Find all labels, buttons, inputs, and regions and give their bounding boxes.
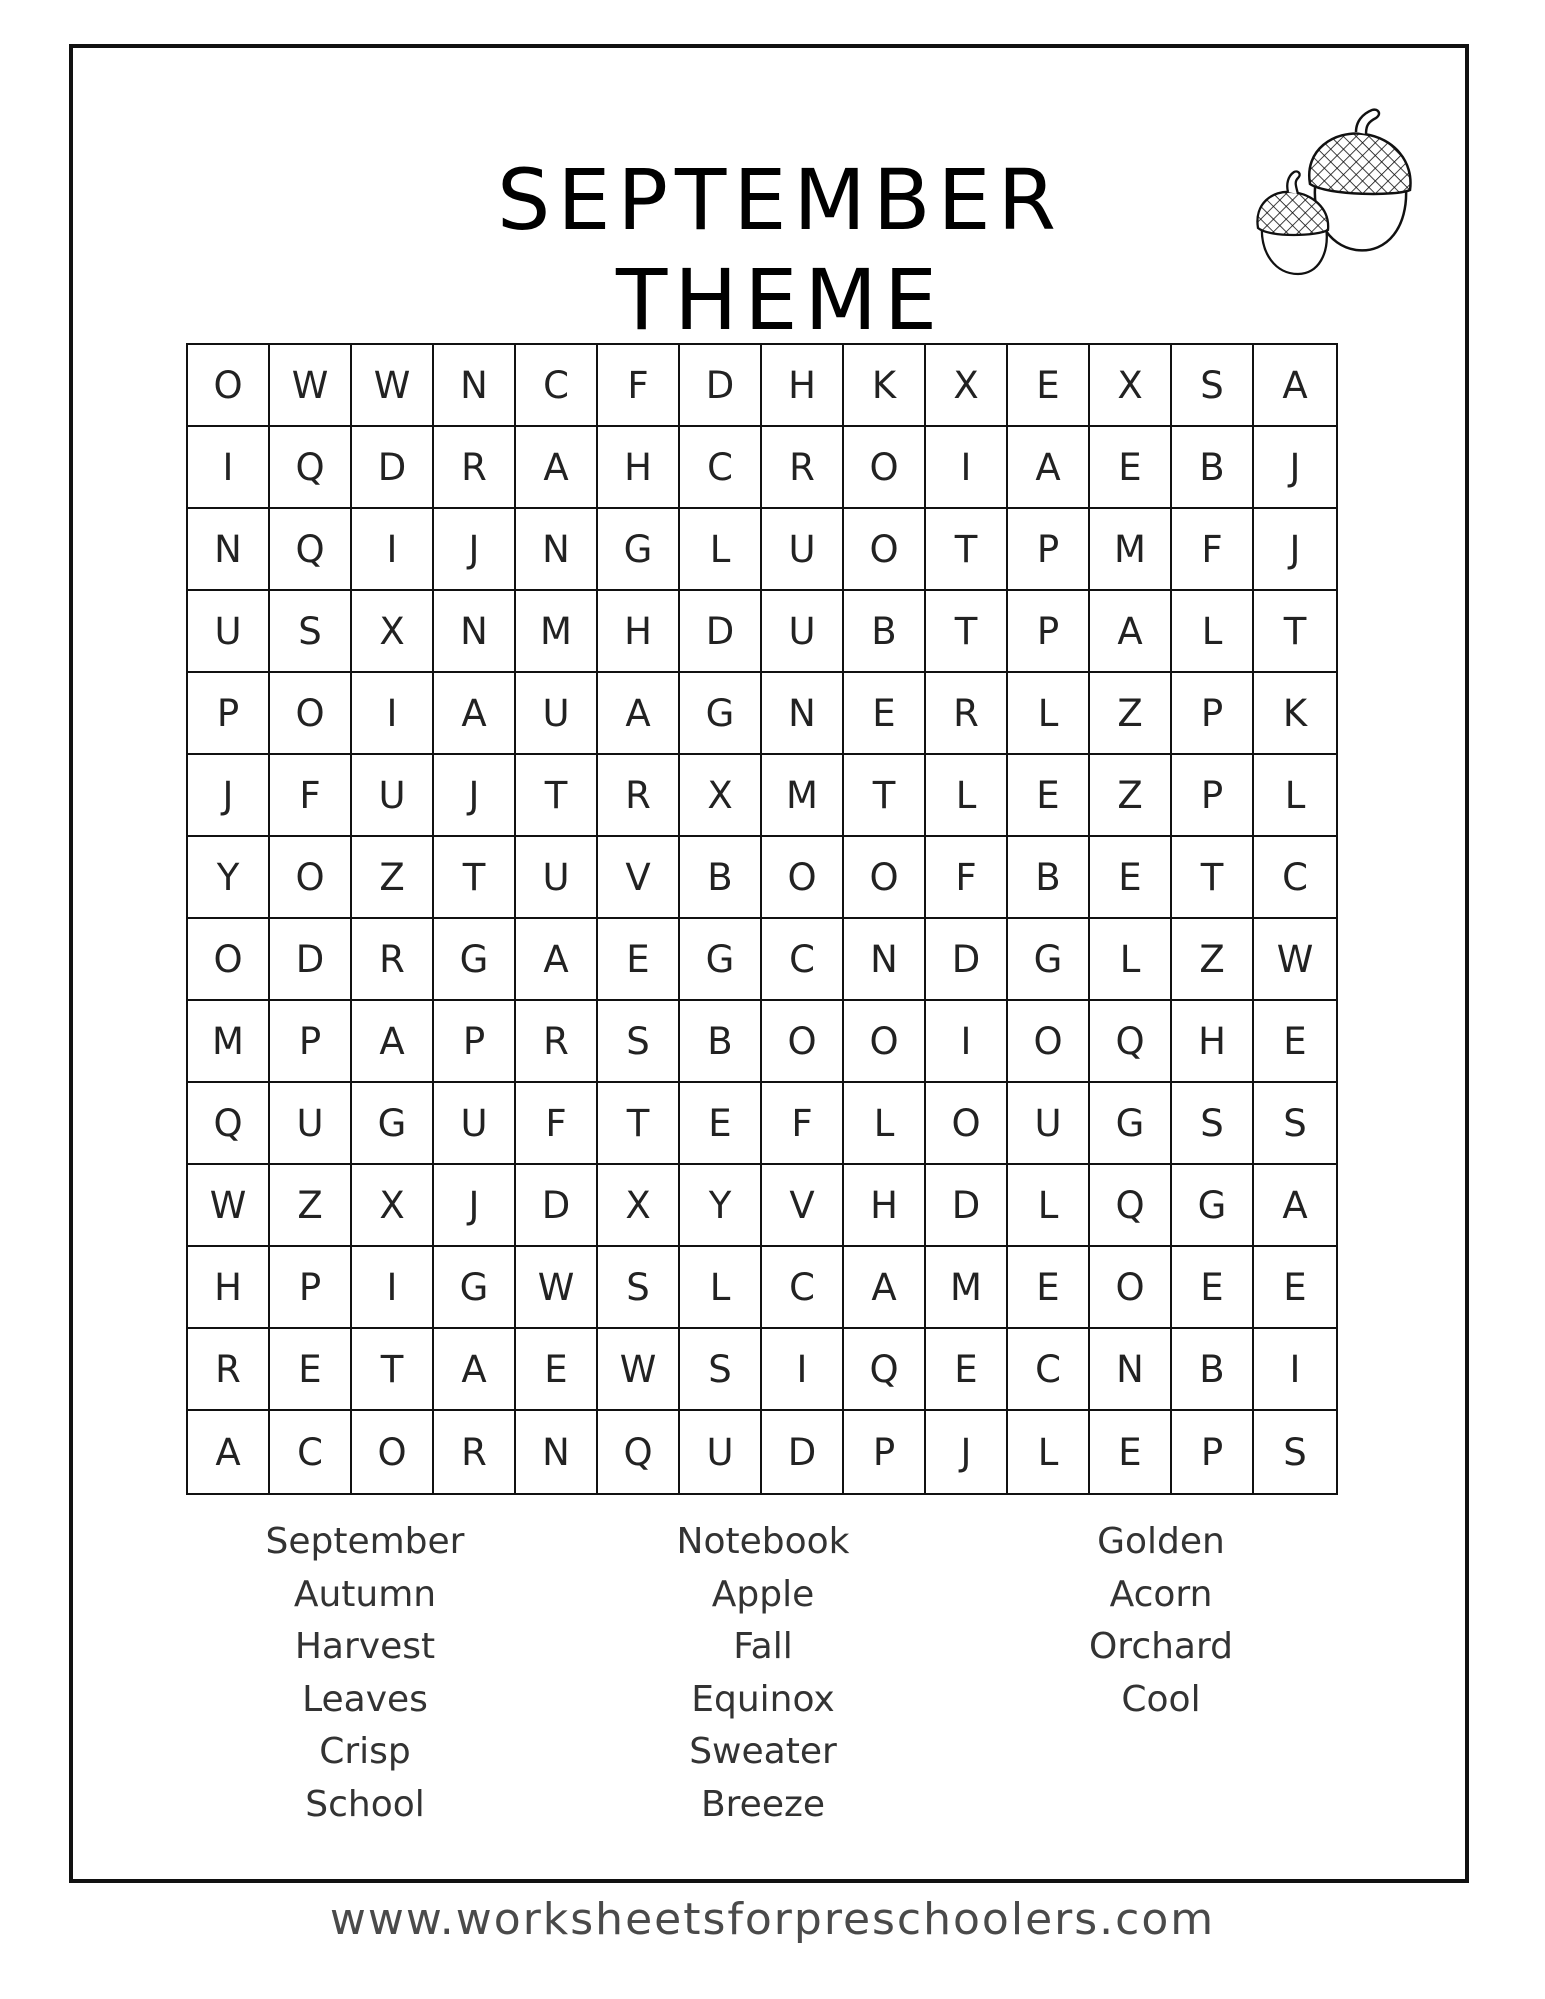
- grid-cell: B: [680, 837, 762, 919]
- grid-cell: P: [844, 1411, 926, 1493]
- grid-cell: G: [680, 673, 762, 755]
- grid-cell: P: [434, 1001, 516, 1083]
- grid-cell: D: [270, 919, 352, 1001]
- word-list-item: School: [305, 1783, 425, 1825]
- grid-cell: W: [1254, 919, 1336, 1001]
- grid-cell: W: [352, 345, 434, 427]
- grid-cell: S: [598, 1001, 680, 1083]
- grid-cell: J: [188, 755, 270, 837]
- grid-cell: N: [844, 919, 926, 1001]
- grid-cell: D: [352, 427, 434, 509]
- grid-cell: E: [1172, 1247, 1254, 1329]
- grid-cell: H: [598, 427, 680, 509]
- word-list-item: September: [265, 1521, 465, 1562]
- grid-cell: A: [1008, 427, 1090, 509]
- grid-cell: U: [680, 1411, 762, 1493]
- grid-cell: X: [1090, 345, 1172, 427]
- grid-cell: D: [680, 591, 762, 673]
- grid-cell: T: [926, 509, 1008, 591]
- grid-cell: N: [434, 345, 516, 427]
- grid-cell: N: [434, 591, 516, 673]
- grid-cell: G: [434, 1247, 516, 1329]
- grid-cell: J: [926, 1411, 1008, 1493]
- grid-cell: G: [1008, 919, 1090, 1001]
- grid-cell: T: [434, 837, 516, 919]
- grid-cell: D: [680, 345, 762, 427]
- grid-cell: A: [844, 1247, 926, 1329]
- grid-cell: P: [1172, 755, 1254, 837]
- word-list-item: Cool: [1121, 1678, 1201, 1720]
- grid-cell: P: [1172, 1411, 1254, 1493]
- grid-cell: K: [844, 345, 926, 427]
- grid-cell: R: [516, 1001, 598, 1083]
- grid-cell: M: [188, 1001, 270, 1083]
- grid-cell: O: [270, 673, 352, 755]
- grid-cell: J: [434, 1165, 516, 1247]
- grid-cell: O: [762, 1001, 844, 1083]
- grid-cell: E: [926, 1329, 1008, 1411]
- grid-cell: C: [680, 427, 762, 509]
- grid-cell: J: [434, 755, 516, 837]
- grid-cell: V: [762, 1165, 844, 1247]
- grid-cell: W: [598, 1329, 680, 1411]
- grid-cell: E: [1090, 837, 1172, 919]
- grid-cell: A: [516, 919, 598, 1001]
- grid-cell: B: [1172, 427, 1254, 509]
- grid-cell: U: [762, 509, 844, 591]
- grid-cell: C: [762, 919, 844, 1001]
- word-list-item: Breeze: [700, 1783, 826, 1825]
- page-title: SEPTEMBER THEME: [497, 151, 1063, 349]
- grid-cell: A: [598, 673, 680, 755]
- grid-cell: P: [1172, 673, 1254, 755]
- grid-cell: T: [844, 755, 926, 837]
- grid-cell: A: [434, 1329, 516, 1411]
- grid-cell: Q: [188, 1083, 270, 1165]
- grid-cell: C: [762, 1247, 844, 1329]
- grid-cell: D: [762, 1411, 844, 1493]
- grid-cell: X: [352, 591, 434, 673]
- footer-website-url: www.worksheetsforpreschoolers.com: [329, 1894, 1216, 1945]
- grid-cell: O: [352, 1411, 434, 1493]
- grid-cell: H: [844, 1165, 926, 1247]
- grid-cell: L: [1090, 919, 1172, 1001]
- grid-cell: G: [598, 509, 680, 591]
- grid-cell: U: [516, 673, 598, 755]
- grid-cell: N: [1090, 1329, 1172, 1411]
- grid-cell: W: [188, 1165, 270, 1247]
- grid-cell: O: [188, 919, 270, 1001]
- word-list-item: Sweater: [689, 1731, 837, 1772]
- word-list-column-3: [996, 1516, 1326, 1726]
- grid-cell: E: [1008, 1247, 1090, 1329]
- word-list-item: Equinox: [691, 1678, 835, 1720]
- grid-cell: E: [1008, 755, 1090, 837]
- grid-cell: E: [1090, 427, 1172, 509]
- grid-cell: T: [516, 755, 598, 837]
- grid-cell: O: [1008, 1001, 1090, 1083]
- grid-cell: L: [1008, 1165, 1090, 1247]
- grid-cell: R: [434, 1411, 516, 1493]
- grid-cell: W: [516, 1247, 598, 1329]
- grid-cell: T: [1172, 837, 1254, 919]
- grid-cell: E: [1008, 345, 1090, 427]
- grid-cell: T: [1254, 591, 1336, 673]
- grid-cell: M: [516, 591, 598, 673]
- grid-cell: H: [1172, 1001, 1254, 1083]
- grid-cell: I: [352, 509, 434, 591]
- grid-cell: A: [1254, 1165, 1336, 1247]
- grid-cell: L: [1254, 755, 1336, 837]
- grid-cell: N: [762, 673, 844, 755]
- grid-cell: Z: [1090, 673, 1172, 755]
- grid-cell: L: [926, 755, 1008, 837]
- grid-cell: F: [598, 345, 680, 427]
- grid-cell: A: [434, 673, 516, 755]
- grid-cell: A: [1254, 345, 1336, 427]
- grid-cell: F: [1172, 509, 1254, 591]
- word-list-item: Acorn: [1109, 1573, 1213, 1615]
- grid-cell: Z: [1090, 755, 1172, 837]
- grid-cell: Z: [270, 1165, 352, 1247]
- grid-cell: U: [352, 755, 434, 837]
- grid-cell: E: [516, 1329, 598, 1411]
- grid-cell: X: [598, 1165, 680, 1247]
- grid-cell: R: [762, 427, 844, 509]
- grid-cell: U: [762, 591, 844, 673]
- grid-cell: C: [1008, 1329, 1090, 1411]
- grid-cell: O: [844, 427, 926, 509]
- grid-cell: G: [434, 919, 516, 1001]
- grid-cell: G: [680, 919, 762, 1001]
- grid-cell: M: [926, 1247, 1008, 1329]
- word-list-item: Fall: [733, 1626, 793, 1667]
- grid-cell: H: [762, 345, 844, 427]
- grid-cell: E: [598, 919, 680, 1001]
- grid-cell: V: [598, 837, 680, 919]
- grid-cell: E: [1090, 1411, 1172, 1493]
- grid-cell: Q: [1090, 1001, 1172, 1083]
- grid-cell: R: [926, 673, 1008, 755]
- grid-cell: F: [270, 755, 352, 837]
- grid-cell: Y: [680, 1165, 762, 1247]
- grid-cell: O: [1090, 1247, 1172, 1329]
- grid-cell: R: [188, 1329, 270, 1411]
- grid-cell: T: [926, 591, 1008, 673]
- word-list-item: Autumn: [293, 1573, 437, 1615]
- grid-cell: I: [1254, 1329, 1336, 1411]
- grid-cell: C: [516, 345, 598, 427]
- grid-cell: Z: [352, 837, 434, 919]
- grid-cell: S: [598, 1247, 680, 1329]
- grid-cell: G: [352, 1083, 434, 1165]
- grid-cell: U: [188, 591, 270, 673]
- grid-cell: F: [516, 1083, 598, 1165]
- grid-cell: H: [188, 1247, 270, 1329]
- grid-cell: E: [1254, 1247, 1336, 1329]
- grid-cell: G: [1090, 1083, 1172, 1165]
- grid-cell: U: [1008, 1083, 1090, 1165]
- grid-cell: I: [352, 1247, 434, 1329]
- grid-cell: O: [844, 509, 926, 591]
- grid-cell: I: [762, 1329, 844, 1411]
- word-list-column-2: [598, 1516, 928, 1831]
- grid-cell: O: [844, 1001, 926, 1083]
- grid-cell: A: [1090, 591, 1172, 673]
- grid-cell: X: [680, 755, 762, 837]
- grid-cell: S: [1283, 1430, 1307, 1474]
- grid-cell: Q: [844, 1329, 926, 1411]
- grid-cell: U: [434, 1083, 516, 1165]
- grid-cell: F: [762, 1083, 844, 1165]
- grid-cell: J: [434, 509, 516, 591]
- grid-cell: Q: [598, 1411, 680, 1493]
- grid-cell: P: [188, 673, 270, 755]
- grid-cell: R: [352, 919, 434, 1001]
- grid-cell: S: [680, 1329, 762, 1411]
- grid-cell: S: [1172, 1083, 1254, 1165]
- grid-cell: L: [680, 509, 762, 591]
- grid-cell: A: [352, 1001, 434, 1083]
- grid-cell: N: [516, 1411, 598, 1493]
- grid-cell: Q: [270, 427, 352, 509]
- grid-cell: U: [516, 837, 598, 919]
- grid-cell: L: [1008, 1411, 1090, 1493]
- grid-cell: F: [926, 837, 1008, 919]
- grid-cell: P: [270, 1001, 352, 1083]
- grid-cell: A: [516, 427, 598, 509]
- grid-cell: Y: [188, 837, 270, 919]
- word-list-item: Crisp: [319, 1731, 411, 1772]
- grid-cell: E: [680, 1083, 762, 1165]
- grid-cell: E: [844, 673, 926, 755]
- grid-cell: B: [1008, 837, 1090, 919]
- grid-cell: M: [1090, 509, 1172, 591]
- grid-cell: H: [598, 591, 680, 673]
- grid-cell: B: [680, 1001, 762, 1083]
- grid-cell: B: [1172, 1329, 1254, 1411]
- grid-cell: I: [352, 673, 434, 755]
- grid-cell: E: [270, 1329, 352, 1411]
- grid-cell: S: [1254, 1083, 1336, 1165]
- word-list-item: Apple: [711, 1573, 815, 1615]
- grid-cell: T: [352, 1329, 434, 1411]
- grid-cell: Q: [1090, 1165, 1172, 1247]
- grid-cell: P: [1008, 509, 1090, 591]
- word-list-item: Orchard: [1088, 1626, 1234, 1667]
- grid-cell: D: [516, 1165, 598, 1247]
- grid-cell: I: [926, 1001, 1008, 1083]
- grid-cell: O: [270, 837, 352, 919]
- grid-cell: X: [926, 345, 1008, 427]
- grid-cell: E: [1254, 1001, 1336, 1083]
- word-list-item: Notebook: [676, 1521, 850, 1562]
- grid-cell: Z: [1172, 919, 1254, 1001]
- grid-cell: I: [926, 427, 1008, 509]
- word-list-column-1: [200, 1516, 530, 1831]
- grid-cell: T: [598, 1083, 680, 1165]
- grid-cell: C: [270, 1411, 352, 1493]
- grid-cell: C: [1254, 837, 1336, 919]
- grid-cell: P: [1008, 591, 1090, 673]
- acorn-icon: [1248, 104, 1428, 288]
- grid-cell: K: [1254, 673, 1336, 755]
- grid-cell: A: [188, 1411, 270, 1493]
- grid-cell: L: [1008, 673, 1090, 755]
- grid-cell: N: [516, 509, 598, 591]
- grid-cell: B: [844, 591, 926, 673]
- grid-cell: P: [270, 1247, 352, 1329]
- grid-cell: S: [270, 591, 352, 673]
- word-list-item: Leaves: [302, 1678, 428, 1720]
- grid-cell: D: [926, 919, 1008, 1001]
- grid-cell: O: [188, 345, 270, 427]
- grid-cell: Q: [270, 509, 352, 591]
- grid-cell: J: [1254, 427, 1336, 509]
- grid-cell: U: [270, 1083, 352, 1165]
- grid-cell: G: [1172, 1165, 1254, 1247]
- grid-cell: N: [188, 509, 270, 591]
- grid-cell: W: [270, 345, 352, 427]
- grid-cell: I: [188, 427, 270, 509]
- grid-cell: J: [1254, 509, 1336, 591]
- grid-cell: L: [1172, 591, 1254, 673]
- grid-cell: O: [762, 837, 844, 919]
- grid-cell: M: [762, 755, 844, 837]
- word-list-item: Golden: [1097, 1521, 1225, 1562]
- grid-cell: R: [598, 755, 680, 837]
- grid-cell: X: [352, 1165, 434, 1247]
- grid-cell: S: [1172, 345, 1254, 427]
- word-list-item: Harvest: [294, 1626, 436, 1667]
- grid-cell: D: [926, 1165, 1008, 1247]
- grid-cell: R: [434, 427, 516, 509]
- grid-cell: L: [844, 1083, 926, 1165]
- word-search-grid: [186, 343, 1338, 1495]
- grid-cell: O: [844, 837, 926, 919]
- grid-cell: L: [680, 1247, 762, 1329]
- grid-cell: O: [926, 1083, 1008, 1165]
